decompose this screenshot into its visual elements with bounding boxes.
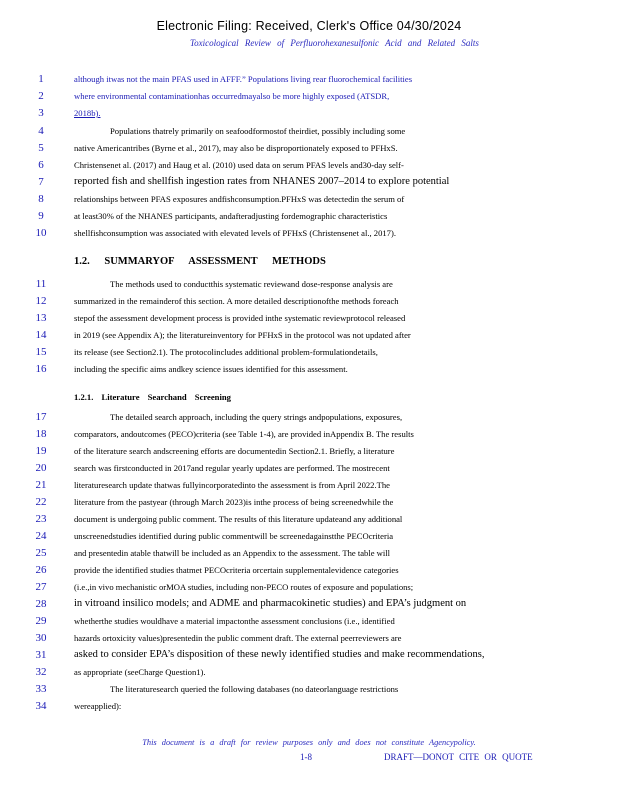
- text-line: [0, 579, 618, 595]
- text-line: [0, 630, 618, 646]
- text-line: [0, 344, 618, 360]
- line-number: 17: [35, 411, 47, 423]
- text-line: [0, 293, 618, 309]
- text-line: [0, 310, 618, 326]
- line-number: 7: [38, 176, 44, 188]
- line-text: in vitroand insilico models; and ADME and pharmacokinetic studies) and EPA’s judgment on: [74, 598, 467, 609]
- line-number: 33: [35, 683, 47, 695]
- line-number: 23: [35, 513, 47, 525]
- line-number: 3: [38, 107, 44, 119]
- text-line: [0, 208, 618, 224]
- line-text: of the literature search andscreening efforts are documentedin Section2.1. Briefly, a literature: [74, 446, 395, 456]
- running-title: Toxicological Review of Perfluorohexanesulfonic Acid and Related Salts: [190, 38, 479, 48]
- line-text: in 2019 (see Appendix A); the literatureinventory for PFHxS in the protocol was not updated after: [74, 330, 411, 340]
- text-line: [0, 528, 618, 544]
- line-text: as appropriate (seeCharge Question1).: [74, 667, 206, 677]
- line-number: 24: [35, 530, 47, 542]
- line-number: 11: [35, 278, 47, 290]
- line-text: native Americantribes (Byrne et al., 2017), may also be disproportionately exposed to PFHxS.: [74, 143, 398, 153]
- line-number: 13: [35, 312, 47, 324]
- line-text: The detailed search approach, including the query strings andpopulations, exposures,: [110, 412, 403, 422]
- line-text: asked to consider EPA’s disposition of these newly identified studies and make recommendations,: [74, 649, 485, 660]
- line-text: at least30% of the NHANES participants, andafteradjusting fordemographic characteristics: [74, 211, 388, 221]
- text-line: [0, 647, 618, 663]
- line-text: search was firstconducted in 2017and regular yearly updates are performed. The mostrecent: [74, 463, 390, 473]
- line-number: 22: [35, 496, 47, 508]
- text-line: [0, 276, 618, 292]
- line-number: 34: [35, 700, 47, 712]
- text-line: [0, 443, 618, 459]
- line-text: The methods used to conductthis systematic reviewand dose-response analysis are: [110, 279, 393, 289]
- line-number: 31: [35, 649, 47, 661]
- text-line: [0, 191, 618, 207]
- line-number: 12: [35, 295, 47, 307]
- text-line: [0, 511, 618, 527]
- line-text: hazards ortoxicity values)presentedin the public comment draft. The external peerreviewers are: [74, 633, 402, 643]
- line-text: including the specific aims andkey science issues identified for this assessment.: [74, 364, 348, 374]
- text-line: [0, 88, 618, 104]
- page-number: 1-8: [300, 752, 312, 762]
- line-number: 1: [38, 73, 44, 85]
- text-line: [0, 71, 618, 87]
- text-line: [0, 613, 618, 629]
- line-text: where environmental contaminationhas occurredmayalso be more highly exposed (ATSDR,: [74, 91, 390, 101]
- line-number: 26: [35, 564, 47, 576]
- filing-stamp: Electronic Filing: Received, Clerk's Office 04/30/2024: [156, 19, 462, 33]
- line-text: relationships between PFAS exposures andfishconsumption.PFHxS was detectedin the serum of: [74, 194, 405, 204]
- text-line: [0, 140, 618, 156]
- line-number: 28: [35, 598, 47, 610]
- line-text: The literaturesearch queried the following databases (no dateorlanguage restrictions: [110, 684, 399, 694]
- line-number: 6: [38, 159, 44, 171]
- line-text: comparators, andoutcomes (PECO)criteria (see Table 1-4), are provided inAppendix B. The results: [74, 429, 414, 439]
- line-number: 16: [35, 363, 47, 375]
- draft-notice: DRAFT—DONOT CITE OR QUOTE: [384, 752, 533, 762]
- line-text: shellfishconsumption was associated with elevated levels of PFHxS (Christensenet al., 2017).: [74, 228, 396, 238]
- line-number: 20: [35, 462, 47, 474]
- text-line: [0, 426, 618, 442]
- line-number: 8: [38, 193, 44, 205]
- line-text: its release (see Section2.1). The protocolincludes additional problem-formulationdetails,: [74, 347, 378, 357]
- text-line: [0, 477, 618, 493]
- text-line: [0, 361, 618, 377]
- line-text: and presentedin atable thatwill be included as an Appendix to the assessment. The table will: [74, 548, 391, 558]
- line-number: 27: [35, 581, 47, 593]
- section-heading: 1.2. SUMMARYOF ASSESSMENT METHODS: [74, 256, 326, 267]
- line-number: 15: [35, 346, 47, 358]
- line-text: document is undergoing public comment. The results of this literature updateand any additional: [74, 514, 403, 524]
- line-number: 18: [35, 428, 47, 440]
- line-text: literaturesearch update thatwas fullyincorporatedinto the assessment is from April 2022.The: [74, 480, 390, 490]
- line-number: 5: [38, 142, 44, 154]
- line-number: 25: [35, 547, 47, 559]
- text-line: [0, 562, 618, 578]
- line-number: 2: [38, 90, 44, 102]
- line-number: 32: [35, 666, 47, 678]
- text-line: [0, 664, 618, 680]
- line-number: 14: [35, 329, 47, 341]
- line-number: 9: [38, 210, 44, 222]
- line-text: whetherthe studies wouldhave a material impactonthe assessment conclusions (i.e., identified: [74, 616, 395, 626]
- line-number: 29: [35, 615, 47, 627]
- line-text: reported fish and shellfish ingestion rates from NHANES 2007–2014 to explore potential: [74, 176, 450, 187]
- citation-link[interactable]: 2018b).: [74, 108, 101, 118]
- text-line: [0, 681, 618, 697]
- draft-disclaimer: This document is a draft for review purposes only and does not constitute Agencypolicy.: [142, 738, 476, 747]
- line-text: wereapplied):: [74, 701, 122, 711]
- line-text: (i.e.,in vivo mechanistic orMOA studies, including non-PECO routes of exposure and populations;: [74, 582, 414, 592]
- line-text: Populations thatrely primarily on seafoodformostof theirdiet, possibly including some: [110, 126, 406, 136]
- text-line: [0, 409, 618, 425]
- text-line: [0, 157, 618, 173]
- line-number: 30: [35, 632, 47, 644]
- line-text: unscreenedstudies identified during public commentwill be screenedagainstthe PECOcriteria: [74, 531, 394, 541]
- line-text: although itwas not the main PFAS used in AFFF.” Populations living rear fluorochemical facilities: [74, 74, 413, 84]
- text-line: [0, 327, 618, 343]
- text-line: [0, 123, 618, 139]
- line-text: literature from the pastyear (through March 2023)is inthe process of being screenedwhile the: [74, 497, 394, 507]
- text-line: [0, 494, 618, 510]
- text-line: [0, 105, 618, 121]
- text-line: [0, 596, 618, 612]
- line-text: summarized in the remainderof this section. A more detailed descriptionofthe methods foreach: [74, 296, 399, 306]
- text-line: [0, 174, 618, 190]
- line-number: 4: [38, 125, 44, 137]
- line-text: provide the identified studies thatmet PECOcriteria orcertain supplementalevidence categories: [74, 565, 399, 575]
- line-text: Christensenet al. (2017) and Haug et al. (2010) used data on serum PFAS levels and30-day self-: [74, 160, 404, 170]
- line-number: 19: [35, 445, 47, 457]
- text-line: [0, 225, 618, 241]
- subsection-heading: 1.2.1. Literature Searchand Screening: [74, 392, 231, 402]
- line-number: 10: [35, 227, 47, 239]
- text-line: [0, 460, 618, 476]
- text-line: [0, 545, 618, 561]
- line-number: 21: [35, 479, 47, 491]
- text-line: [0, 698, 618, 714]
- line-text: stepof the assessment development process is provided inthe systematic reviewprotocol released: [74, 313, 406, 323]
